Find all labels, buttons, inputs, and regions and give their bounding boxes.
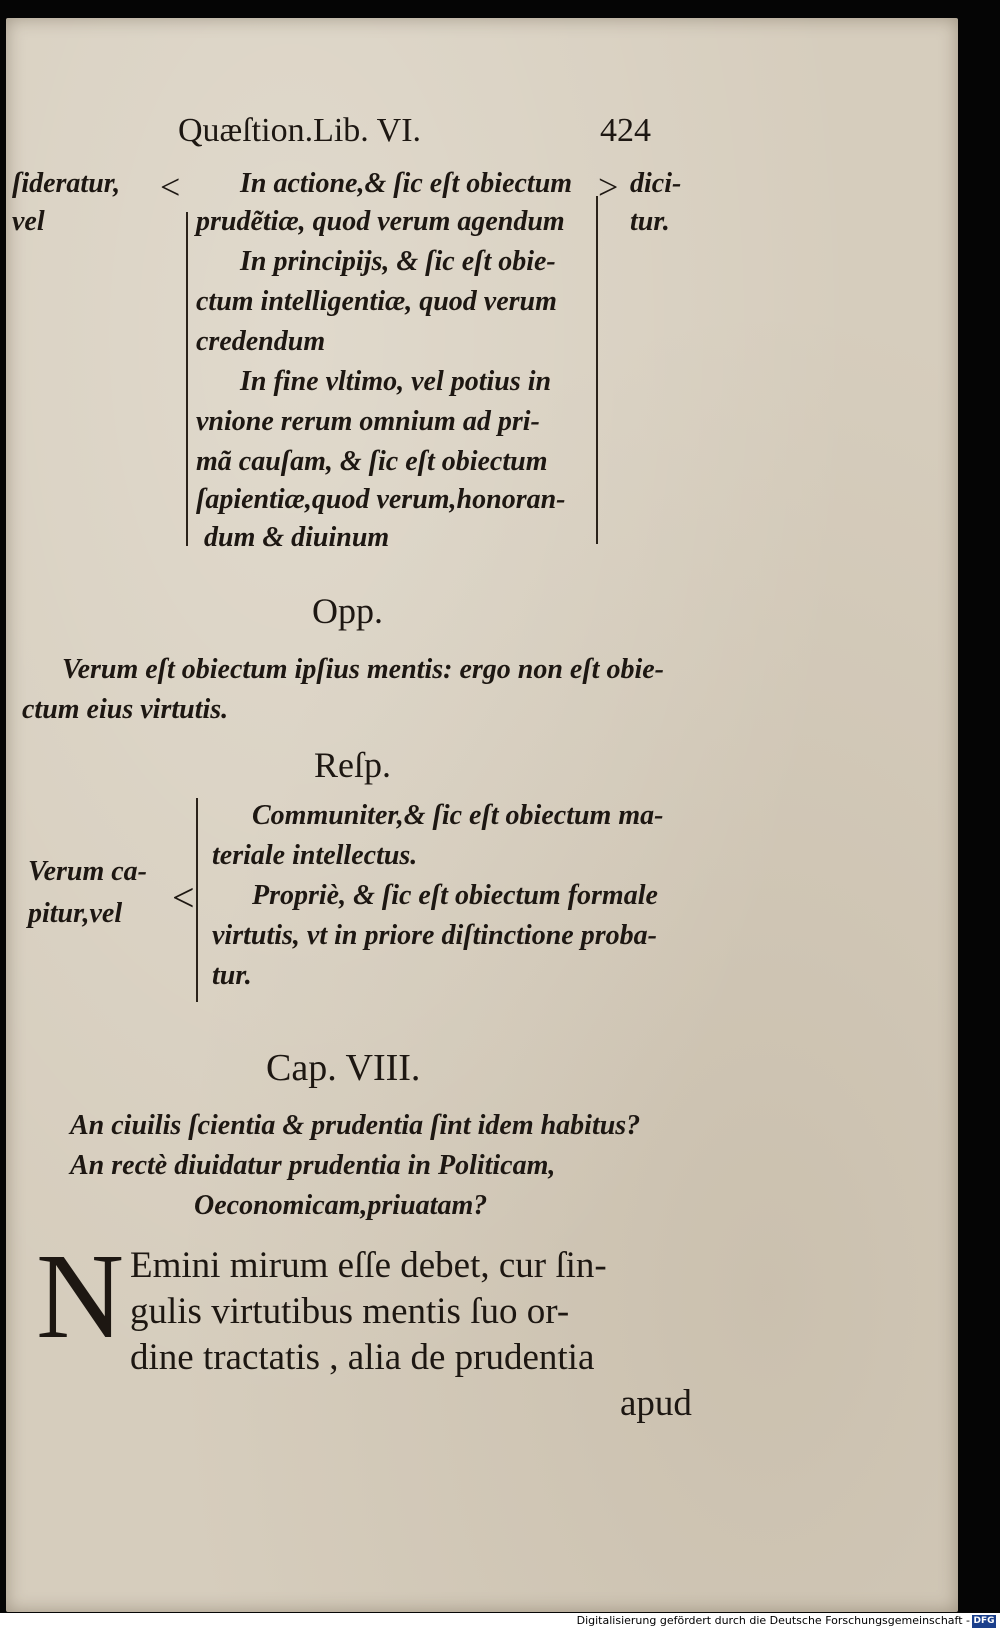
objection-line-2: ctum eius virtutis.: [22, 694, 229, 725]
distinction-line-10: dum & diuinum: [204, 522, 390, 553]
chapter-heading: Cap. VIII.: [266, 1047, 421, 1089]
left-gloss-line-1: ſideratur,: [12, 168, 121, 199]
response-brace-point: <: [172, 875, 195, 920]
page-number: 424: [600, 112, 651, 149]
left-brace-bar: [186, 212, 188, 546]
chapter-question-3: Oeconomicam,priuatam?: [194, 1190, 488, 1221]
response-heading: Reſp.: [314, 745, 391, 785]
right-gloss-line-1: dici-: [630, 168, 682, 199]
response-gloss-line-2: pitur,vel: [28, 898, 123, 929]
distinction-line-8: mã cauſam, & ſic eſt obiectum: [196, 446, 548, 477]
distinction-line-1: In actione,& ſic eſt obiectum: [240, 168, 573, 199]
objection-heading: Opp.: [312, 591, 383, 631]
distinction-line-6: In fine vltimo, vel potius in: [240, 366, 552, 397]
catchword: apud: [620, 1383, 692, 1424]
dfg-logo: DFG: [973, 1616, 995, 1626]
distinction-line-5: credendum: [196, 326, 326, 357]
chapter-question-2: An rectè diuidatur prudentia in Politicam,: [70, 1150, 556, 1181]
response-gloss-line-1: Verum ca-: [28, 856, 147, 887]
drop-cap: N: [36, 1229, 125, 1364]
right-gloss-line-2: tur.: [630, 206, 670, 237]
right-brace-point: >: [598, 167, 619, 207]
right-brace-bar: [596, 196, 598, 544]
distinction-line-3: In principijs, & ſic eſt obie-: [240, 246, 556, 277]
running-title: Quæſtion.Lib. VI.: [178, 112, 422, 149]
response-line-3: Propriè, & ſic eſt obiectum formale: [252, 880, 658, 911]
distinction-line-2: prudẽtiæ, quod verum agendum: [196, 206, 565, 237]
chapter-question-1: An ciuilis ſcientia & prudentia ſint idem habitus?: [70, 1110, 641, 1141]
distinction-line-9: ſapientiæ,quod verum,honoran-: [196, 484, 566, 515]
footer-credit: Digitalisierung gefördert durch die Deutsche Forschungsgemeinschaft -: [576, 1614, 970, 1627]
response-line-1: Communiter,& ſic eſt obiectum ma-: [252, 800, 664, 831]
distinction-line-7: vnione rerum omnium ad pri-: [196, 406, 540, 437]
body-line-3: dine tractatis , alia de prudentia: [130, 1337, 595, 1378]
left-gloss-line-2: vel: [12, 206, 45, 237]
response-brace-bar: [196, 798, 198, 1002]
response-line-4: virtutis, vt in priore diſtinctione proba-: [212, 920, 657, 951]
body-line-2: gulis virtutibus mentis ſuo or-: [130, 1291, 570, 1332]
left-brace-point: <: [160, 167, 181, 207]
distinction-line-4: ctum intelligentiæ, quod verum: [196, 286, 557, 317]
response-line-5: tur.: [212, 960, 252, 991]
objection-line-1: Verum eſt obiectum ipſius mentis: ergo non eſt obie-: [62, 654, 664, 685]
body-line-1: Emini mirum eſſe debet, cur ſin-: [130, 1245, 607, 1286]
response-line-2: teriale intellectus.: [212, 840, 418, 871]
